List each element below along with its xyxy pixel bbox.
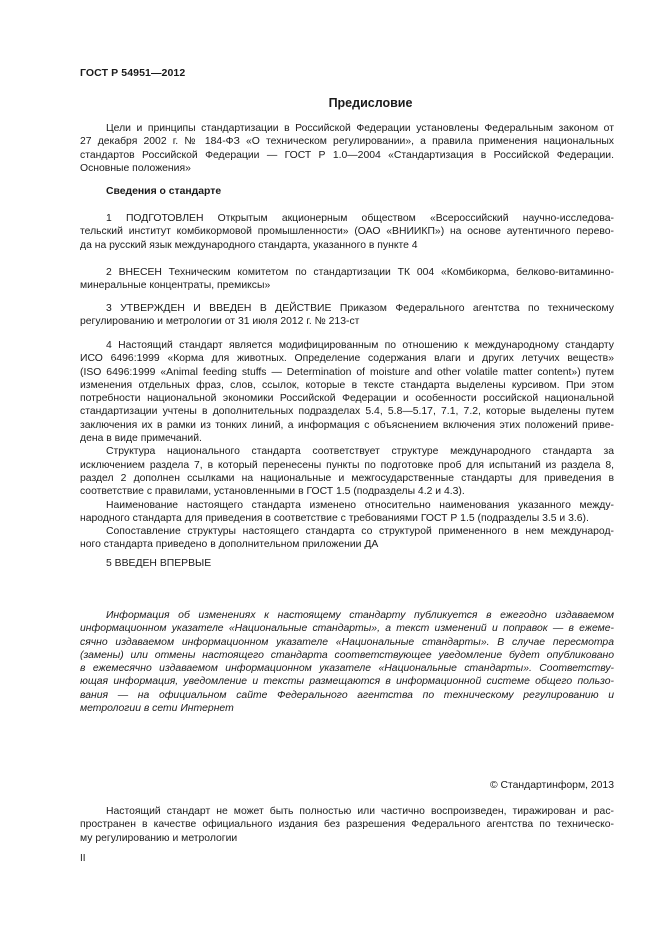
text-line: 4 Настоящий стандарт является модифицированным по отношению к международному стандарту <box>106 340 614 351</box>
item-2-paragraph <box>80 266 614 293</box>
text-line: ИСО 6496:1999 «Корма для животных. Определение содержания влаги и других летучих веществ» <box>80 353 614 365</box>
text-line: Основные положения» <box>80 162 191 174</box>
text-line: тельский институт комбикормовой промышленности» (ОАО «ВНИИКП») на основе аутентичного перево- <box>80 226 614 238</box>
item-1-paragraph <box>80 212 614 252</box>
text-line: дена в виде примечаний. <box>80 433 202 445</box>
text-line: да на русский язык международного стандарта, указанного в пункте 4 <box>80 239 418 251</box>
text-line: пространен в качестве официального издания без разрешения Федерального агентства по техническо- <box>80 819 614 831</box>
text-line: Структура национального стандарта соответствует структуре международного стандарта за <box>106 446 614 458</box>
text-line: заключения их в рамки из тонких линий, а информация с объяснением включения этих положений приве- <box>80 419 614 431</box>
text-line: Цели и принципы стандартизации в Российской Федерации установлены Федеральным законом от <box>106 123 614 134</box>
rights-paragraph <box>80 805 614 845</box>
text-line: Информация об изменениях к настоящему стандарту публикуется в ежегодно издаваемом <box>106 610 614 621</box>
text-line: 5 ВВЕДЕН ВПЕРВЫЕ <box>106 558 212 569</box>
text-line: изменения отдельных фраз, слов, ссылок, которые в тексте стандарта выделены курсивом. При этом <box>80 379 614 391</box>
text-line: соответствие с правилами, установленными в ГОСТ 1.5 (подразделы 4.2 и 4.3). <box>80 486 465 498</box>
text-line: ющая информация, уведомление и тексты размещаются в информационной системе общего пользо- <box>80 676 614 688</box>
page-title: Предисловие <box>328 96 413 110</box>
text-line: сячно издаваемом информационном указателе «Национальные стандарты». В случае пересмотра <box>80 636 614 648</box>
changes-notice <box>80 609 614 715</box>
text-line: регулированию и метрологии от 31 июля 2012 г. № 213-ст <box>80 316 360 328</box>
text-line: Наименование настоящего стандарта изменено относительно наименования указанного между- <box>106 499 614 511</box>
copyright-notice: © Стандартинформ, 2013 <box>489 780 614 791</box>
text-line: исключением раздела 7, в который перенесены пункты по подготовке проб для испытаний из раздела 8, <box>80 459 614 471</box>
item-5-paragraph <box>80 557 614 570</box>
text-line: стандартов Российской Федерации — ГОСТ Р 1.0—2004 «Стандартизация в Российской Федерации. <box>80 149 614 161</box>
text-line: 3 УТВЕРЖДЕН И ВВЕДЕН В ДЕЙСТВИЕ Приказом Федерального агентства по техническому <box>106 303 614 314</box>
text-line: вания — на официальном сайте Федерального агентства по техническому регулированию и <box>80 689 614 701</box>
text-line: ного стандарта приведено в дополнительном приложении ДА <box>80 539 379 551</box>
item-3-paragraph <box>80 302 614 329</box>
text-line: минеральные концентраты, премиксы» <box>80 280 271 292</box>
text-line: метрологии в сети Интернет <box>80 703 234 715</box>
text-line: в ежемесячно издаваемом информационном указателе «Национальные стандарты». Соответству- <box>80 663 614 675</box>
text-line: 2 ВНЕСЕН Техническим комитетом по стандартизации ТК 004 «Комбикорма, белково-витаминно- <box>106 267 614 278</box>
intro-paragraph <box>80 122 614 175</box>
page-number: II <box>80 853 86 864</box>
text-line: Сопоставление структуры настоящего стандарта со структурой примененного в нем международ- <box>106 526 614 538</box>
section-heading: Сведения о стандарте <box>106 186 222 197</box>
text-line: (замены) или отмены настоящего стандарта соответствующее уведомление будет опубликовано <box>80 649 614 661</box>
text-line: потребности национальной экономики Российской Федерации и особенности российской национальной <box>80 393 614 405</box>
text-line: раздел 2 дополнен ссылками на национальные и межгосударственные стандарты для приведения в <box>80 472 614 484</box>
text-line: Настоящий стандарт не может быть полностью или частично воспроизведен, тиражирован и рас- <box>106 806 614 817</box>
text-line: 27 декабря 2002 г. № 184-ФЗ «О техническом регулировании», а правила применения национальных <box>80 136 614 148</box>
standard-code-header: ГОСТ Р 54951—2012 <box>80 67 186 79</box>
text-line: стандартизации учтены в дополнительных подразделах 5.4, 5.8—5.17, 7.1, 7.2, которые выделены путем <box>80 406 614 418</box>
text-line: информационном указателе «Национальные стандарты», а текст изменений и поправок — в ежеме- <box>80 623 614 635</box>
text-line: народного стандарта для приведения в соответствие с требованиями ГОСТ Р 1.5 (подразделы 3.5 и 3.6). <box>80 512 589 524</box>
text-line: (ISO 6496:1999 «Animal feeding stuffs — Determination of moisture and other volatile matter content») путем <box>80 366 614 378</box>
text-line: 1 ПОДГОТОВЛЕН Открытым акционерным обществом «Всероссийский научно-исследова- <box>106 213 614 224</box>
text-line: му регулированию и метрологии <box>80 832 238 844</box>
item-4-paragraph <box>80 339 614 552</box>
